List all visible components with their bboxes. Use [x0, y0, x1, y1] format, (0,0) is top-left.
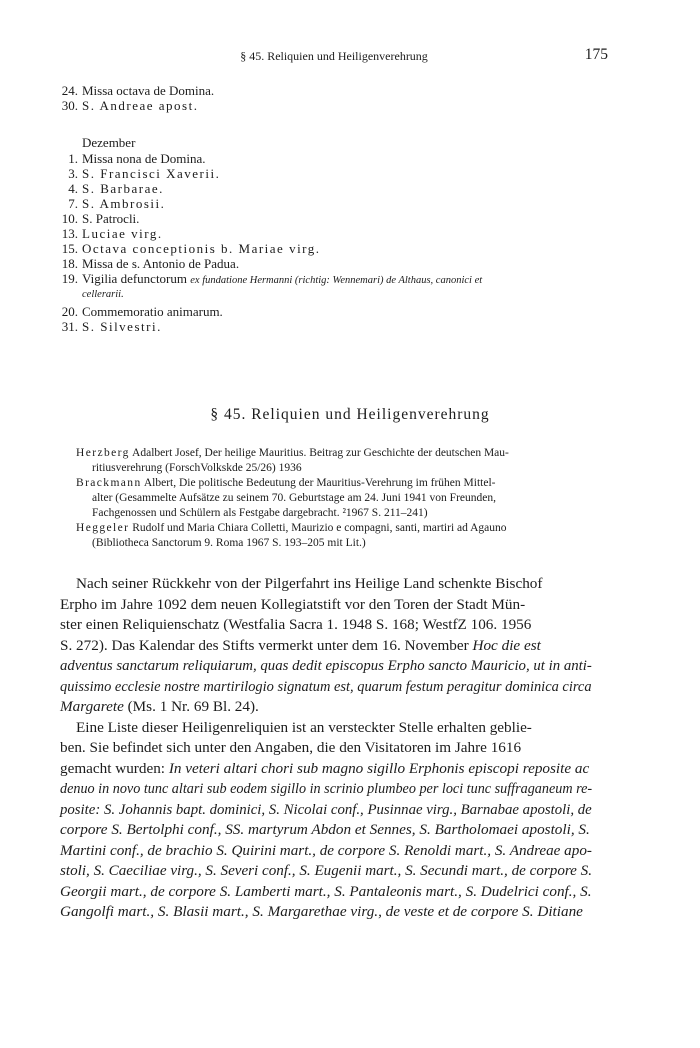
- calendar-day: 13.: [61, 226, 78, 241]
- bib-text: Adalbert Josef, Der heilige Mauritius. Beitrag zur Geschichte der deutschen Mau-: [132, 447, 509, 459]
- body-line: [60, 800, 592, 821]
- body-text-run: S. 272). Das Kalendar des Stifts vermerkt unter dem 16. November: [60, 636, 469, 654]
- bibliography: [76, 446, 509, 551]
- body-text-run: (Ms. 1 Nr. 69 Bl. 24).: [127, 698, 259, 715]
- body-line: [60, 697, 592, 718]
- calendar-day: 18.: [61, 256, 78, 271]
- calendar-note-line: cellerarii.: [82, 289, 124, 300]
- body-line: ben. Sie befindet sich unter den Angaben, die den Visitatoren im Jahre 1616: [60, 739, 522, 756]
- body-quote: stoli, S. Caeciliae virg., S. Severi conf., S. Eugenii mart., S. Secundi mart., de corpore S.: [60, 862, 593, 879]
- body-quote: posite: S. Johannis bapt. dominici, S. Nicolai conf., Pusinnae virg., Barnabae apostoli, de: [60, 800, 592, 818]
- bib-text: Rudolf und Maria Chiara Colletti, Maurizio e compagni, santi, martiri ad Agauno: [132, 522, 507, 534]
- body-line: [60, 861, 593, 882]
- calendar-day: 1.: [68, 151, 78, 166]
- body-line: ster einen Reliquienschatz (Westfalia Sacra 1. 1948 S. 168; WestfZ 106. 1956: [60, 616, 532, 633]
- calendar-day: 30.: [61, 98, 78, 113]
- body-quote: In veteri altari chori sub magno sigillo Erphonis episcopi reposite ac: [168, 759, 590, 777]
- calendar-entry: S. Patrocli.: [82, 211, 140, 226]
- calendar-entry-with-note: [82, 271, 482, 288]
- calendar-day: 10.: [61, 211, 78, 226]
- calendar-entry: Missa octava de Domina.: [82, 83, 215, 98]
- body-line: [60, 841, 590, 862]
- body-line: [60, 677, 592, 698]
- body-line: Nach seiner Rückkehr von der Pilgerfahrt ins Heilige Land schenkte Bischof: [76, 575, 543, 592]
- body-line: [60, 636, 592, 657]
- calendar-day: 24.: [61, 83, 78, 98]
- calendar-note: ex fundatione Hermanni (richtig: Wennemari) de Althaus, canonici et: [190, 275, 483, 286]
- bib-text-continued: ritiusverehrung (ForschVolkskde 25/26) 1936: [92, 462, 302, 474]
- calendar-entry: S. Ambrosii.: [82, 196, 166, 211]
- calendar-entry: S. Silvestri.: [82, 319, 162, 334]
- bib-author: Brackmann: [76, 477, 142, 489]
- calendar-day: 31.: [61, 319, 78, 334]
- body-text: [60, 574, 592, 923]
- body-quote: Gangolfi mart., S. Blasii mart., S. Margarethae virg., de veste et de corpore S. Ditiane: [60, 903, 583, 920]
- calendar-entry: Octava conceptionis b. Mariae virg.: [82, 241, 321, 256]
- calendar-day: 4.: [68, 181, 78, 196]
- running-title: § 45. Reliquien und Heiligenverehrung: [240, 49, 428, 63]
- body-quote: adventus sanctarum reliquiarum, quas dedit episcopus Erpho sancto Mauricio, ut in anti-: [60, 657, 592, 674]
- calendar-entry: S. Barbarae.: [82, 181, 164, 196]
- page-number: 175: [584, 46, 608, 63]
- section-heading: § 45. Reliquien und Heiligenverehrung: [210, 406, 490, 423]
- calendar-day: 19.: [61, 271, 78, 286]
- body-quote: quissimo ecclesie nostre martirilogio signatum est, quarum festum peragitur dominica circa: [60, 677, 592, 695]
- body-quote: Martini conf., de brachio S. Quirini mart., de corpore S. Renoldi mart., S. Andreae apo-: [60, 841, 592, 859]
- calendar-entry: Missa de s. Antonio de Padua.: [82, 256, 240, 271]
- bib-text: Albert, Die politische Bedeutung der Mauritius-Verehrung im frühen Mittel-: [143, 477, 496, 489]
- calendar-day: 15.: [61, 241, 78, 256]
- body-quote: denuo in novo tunc altari sub eodem sigillo in scrinio plumbeo per loci tunc suffraganeum re-: [60, 780, 593, 797]
- running-header: [60, 46, 608, 70]
- body-line: Eine Liste dieser Heiligenreliquien ist an versteckter Stelle erhalten geblie-: [76, 718, 532, 736]
- calendar-list: [51, 83, 611, 363]
- body-quote: corpore S. Bertolphi conf., SS. martyrum Abdon et Sennes, S. Bartholomaei apostoli, S.: [60, 821, 590, 838]
- bib-author: Heggeler: [76, 522, 130, 534]
- bibliography-entry: [76, 521, 509, 536]
- bibliography-entry: [76, 446, 509, 461]
- calendar-day: 7.: [68, 196, 78, 211]
- calendar-note-continued: [82, 287, 124, 302]
- month-label: Dezember: [82, 135, 136, 150]
- bibliography-entry: [76, 476, 509, 491]
- body-line: [60, 902, 592, 923]
- calendar-entry: S. Andreae apost.: [82, 98, 199, 113]
- body-quote: Hoc die est: [472, 636, 541, 654]
- body-quote: Margarete: [60, 698, 124, 715]
- calendar-entry: Luciae virg.: [82, 226, 163, 241]
- calendar-entry: S. Francisci Xaverii.: [82, 166, 221, 181]
- body-line: [60, 820, 592, 841]
- bib-text-continued: Fachgenossen und Schülern als Festgabe dargebracht. ²1967 S. 211–241): [92, 507, 428, 519]
- body-line: [60, 882, 591, 903]
- body-line: Erpho im Jahre 1092 dem neuen Kollegiatstift vor den Toren der Stadt Mün-: [60, 595, 526, 613]
- bib-text-continued: (Bibliotheca Sanctorum 9. Roma 1967 S. 193–205 mit Lit.): [92, 537, 366, 549]
- calendar-entry: Commemoratio animarum.: [82, 304, 223, 319]
- bib-text-continued: alter (Gesammelte Aufsätze zu seinem 70. Geburtstage am 24. Juni 1941 von Freunden,: [92, 492, 496, 504]
- calendar-day: 20.: [61, 304, 78, 319]
- body-line: [60, 759, 592, 780]
- body-line: [60, 779, 593, 800]
- calendar-day: 3.: [68, 166, 78, 181]
- calendar-entry: Vigilia defunctorum: [82, 271, 187, 286]
- body-text-run: gemacht wurden:: [60, 759, 166, 777]
- bib-author: Herzberg: [76, 447, 130, 459]
- body-line: [60, 656, 592, 677]
- body-quote: Georgii mart., de corpore S. Lamberti mart., S. Pantaleonis mart., S. Dudelrici conf., S.: [60, 882, 592, 900]
- calendar-entry: Missa nona de Domina.: [82, 151, 206, 166]
